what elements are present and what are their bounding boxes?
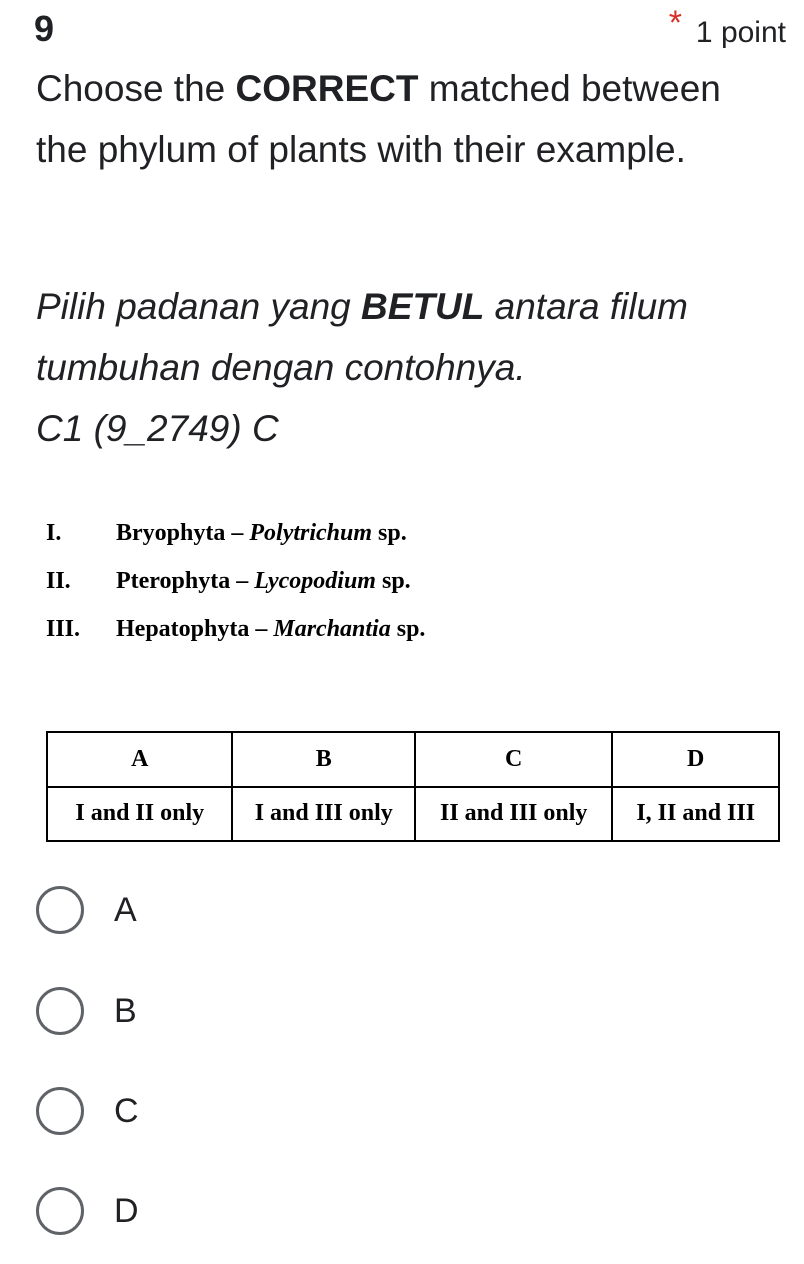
table-header-cell: A (47, 732, 232, 787)
question-text-en-suffix: matched between the phylum of plants with their example. (36, 68, 721, 170)
choice-label: C (114, 1091, 139, 1130)
points-label (668, 4, 786, 51)
question-text-en-prefix: Choose the (36, 68, 236, 109)
table-header-cell: B (232, 732, 415, 787)
statement-suffix: sp. (372, 520, 407, 546)
statement-phylum: Hepatophyta – (116, 616, 274, 642)
statement-list (46, 520, 425, 664)
statement-genus: Lycopodium (254, 568, 376, 594)
points-value: 1 point (695, 16, 786, 49)
table-cell: I and II only (47, 787, 232, 842)
statement-genus: Polytrichum (249, 520, 373, 546)
table-header-cell: D (612, 732, 779, 787)
radio-button-icon[interactable] (36, 886, 84, 934)
choice-b[interactable] (36, 987, 137, 1035)
radio-button-icon[interactable] (36, 987, 84, 1035)
statement-phylum: Bryophyta – (116, 520, 250, 546)
statement-text (116, 520, 407, 568)
statement-item (46, 568, 425, 616)
statement-suffix: sp. (375, 568, 411, 594)
table-row (47, 787, 779, 842)
question-text-en-bold: CORRECT (235, 68, 419, 109)
choice-a[interactable] (36, 886, 137, 934)
table-header-cell: C (415, 732, 612, 787)
statement-text (116, 616, 425, 664)
statement-number: III. (46, 616, 81, 642)
choice-d[interactable] (36, 1187, 139, 1235)
choice-label: A (114, 890, 137, 929)
question-text-english (36, 58, 776, 180)
question-text-ms-prefix: Pilih padanan yang (36, 286, 362, 327)
statement-genus: Marchantia (273, 616, 391, 642)
statement-suffix: sp. (390, 616, 426, 642)
choice-label: D (114, 1191, 139, 1230)
question-text-ms-bold: BETUL (361, 286, 485, 327)
question-number: 9 (34, 8, 55, 49)
statement-item (46, 520, 425, 568)
radio-button-icon[interactable] (36, 1187, 84, 1235)
answer-key-table (46, 731, 780, 842)
table-cell: II and III only (415, 787, 612, 842)
question-text-malay (36, 276, 776, 398)
statement-number: II. (46, 568, 71, 594)
required-asterisk: * (668, 4, 682, 42)
statement-text (116, 568, 411, 616)
choice-label: B (114, 991, 137, 1030)
question-code: C1 (9_2749) C (36, 408, 279, 449)
statement-item (46, 616, 425, 664)
table-cell: I, II and III (612, 787, 779, 842)
table-cell: I and III only (232, 787, 415, 842)
statement-number: I. (46, 520, 62, 546)
radio-button-icon[interactable] (36, 1087, 84, 1135)
statement-phylum: Pterophyta – (116, 568, 255, 594)
question-text-ms-suffix: antara filum tumbuhan dengan contohnya. (36, 286, 688, 388)
table-header-row (47, 732, 779, 787)
choice-c[interactable] (36, 1087, 139, 1135)
